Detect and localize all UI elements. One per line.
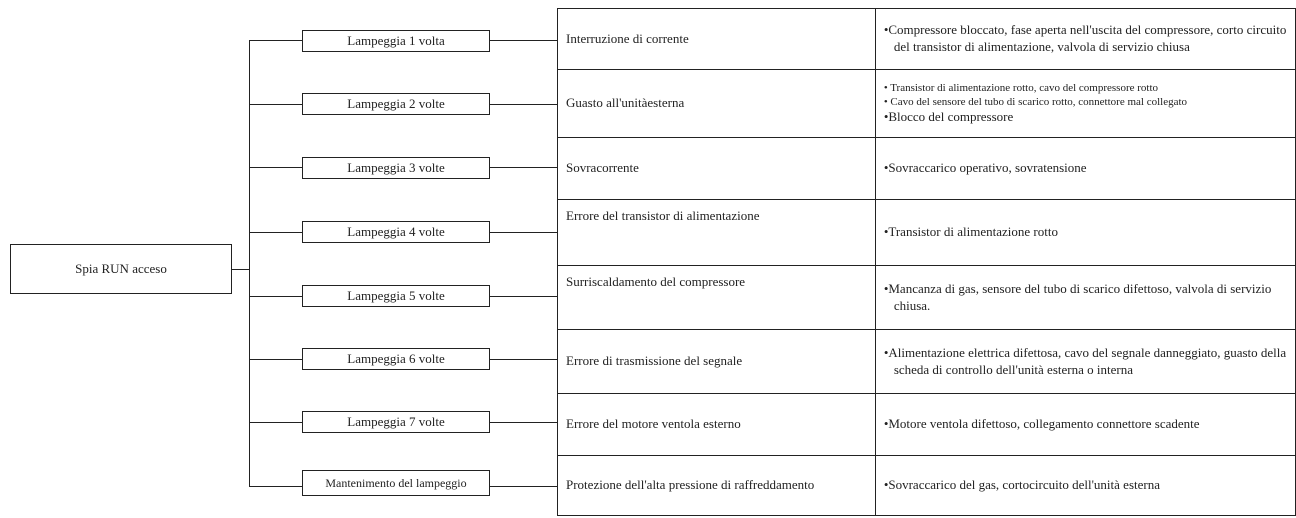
table-row xyxy=(558,9,1296,70)
blink-box-2 xyxy=(302,93,490,115)
cause-cell xyxy=(875,456,1295,516)
error-cell xyxy=(558,394,876,456)
error-cell xyxy=(558,266,876,330)
branch-line-8 xyxy=(249,486,302,487)
error-text: Errore del transistor di alimentazione xyxy=(566,208,760,223)
error-cause-table xyxy=(557,8,1296,516)
branch-line-7 xyxy=(249,422,302,423)
blink-box-1 xyxy=(302,30,490,52)
table-row xyxy=(558,456,1296,516)
cause-cell xyxy=(875,330,1295,394)
root-label: Spia RUN acceso xyxy=(75,261,167,276)
blink-label: Mantenimento del lampeggio xyxy=(325,475,467,490)
table-row xyxy=(558,330,1296,394)
cause-cell xyxy=(875,266,1295,330)
error-cell xyxy=(558,456,876,516)
cause-text: •Sovraccarico del gas, cortocircuito dell'unità esterna xyxy=(883,477,1160,493)
cause-text: •Blocco del compressore xyxy=(883,109,1014,125)
root-node xyxy=(10,244,232,294)
branch-line-5 xyxy=(249,296,302,297)
root-connector xyxy=(232,269,249,270)
error-cell xyxy=(558,70,876,138)
branch-line-3 xyxy=(249,167,302,168)
table-connector-4 xyxy=(490,232,557,233)
table-row xyxy=(558,394,1296,456)
cause-text: •Alimentazione elettrica difettosa, cavo del segnale danneggiato, guasto della scheda di controllo dell'unità esterna o interna xyxy=(883,344,1287,377)
error-text: Protezione dell'alta pressione di raffreddamento xyxy=(566,477,815,493)
cause-cell xyxy=(875,9,1295,70)
cause-text: •Mancanza di gas, sensore del tubo di scarico difettoso, valvola di servizio chiusa. xyxy=(883,280,1272,313)
blink-box-6 xyxy=(302,348,490,370)
error-text: Errore del motore ventola esterno xyxy=(566,416,741,432)
table-connector-5 xyxy=(490,296,557,297)
blink-box-5 xyxy=(302,285,490,307)
branch-line-1 xyxy=(249,40,302,41)
error-cell xyxy=(558,330,876,394)
blink-box-4 xyxy=(302,221,490,243)
cause-text: • Transistor di alimentazione rotto, cavo del compressore rotto xyxy=(883,81,1159,94)
table-row xyxy=(558,200,1296,266)
table-row xyxy=(558,70,1296,138)
blink-box-3 xyxy=(302,157,490,179)
blink-label: Lampeggia 6 volte xyxy=(347,351,445,366)
branch-line-6 xyxy=(249,359,302,360)
table-connector-3 xyxy=(490,167,557,168)
error-text: Sovracorrente xyxy=(566,160,639,176)
blink-label: Lampeggia 7 volte xyxy=(347,414,445,429)
blink-box-8 xyxy=(302,470,490,496)
blink-label: Lampeggia 5 volte xyxy=(347,288,445,303)
branch-line-4 xyxy=(249,232,302,233)
cause-cell xyxy=(875,200,1295,266)
error-cell xyxy=(558,200,876,266)
table-connector-8 xyxy=(490,486,557,487)
table-connector-6 xyxy=(490,359,557,360)
blink-label: Lampeggia 1 volta xyxy=(347,33,445,48)
cause-text: •Transistor di alimentazione rotto xyxy=(883,224,1058,240)
cause-text: •Motore ventola difettoso, collegamento connettore scadente xyxy=(883,416,1200,432)
blink-label: Lampeggia 4 volte xyxy=(347,224,445,239)
blink-label: Lampeggia 2 volte xyxy=(347,96,445,111)
table-connector-1 xyxy=(490,40,557,41)
trunk-line xyxy=(249,40,250,486)
error-text: Surriscaldamento del compressore xyxy=(566,274,746,289)
cause-text: • Cavo del sensore del tubo di scarico rotto, connettore mal collegato xyxy=(883,96,1188,109)
table-connector-7 xyxy=(490,422,557,423)
blink-label: Lampeggia 3 volte xyxy=(347,160,445,175)
blink-box-7 xyxy=(302,411,490,433)
error-cell xyxy=(558,138,876,200)
error-text: Errore di trasmissione del segnale xyxy=(566,353,743,369)
cause-text: •Sovraccarico operativo, sovratensione xyxy=(883,160,1087,176)
table-connector-2 xyxy=(490,104,557,105)
table-row xyxy=(558,138,1296,200)
table-row xyxy=(558,266,1296,330)
error-text: Interruzione di corrente xyxy=(566,30,689,46)
cause-cell xyxy=(875,70,1295,138)
cause-text: •Compressore bloccato, fase aperta nell'uscita del compressore, corto circuito del transistor di alimentazione, valvola di servizio chiusa xyxy=(883,22,1287,54)
branch-line-2 xyxy=(249,104,302,105)
error-text: Guasto all'unitàesterna xyxy=(566,95,685,111)
error-cell xyxy=(558,9,876,70)
cause-cell xyxy=(875,394,1295,456)
cause-cell xyxy=(875,138,1295,200)
